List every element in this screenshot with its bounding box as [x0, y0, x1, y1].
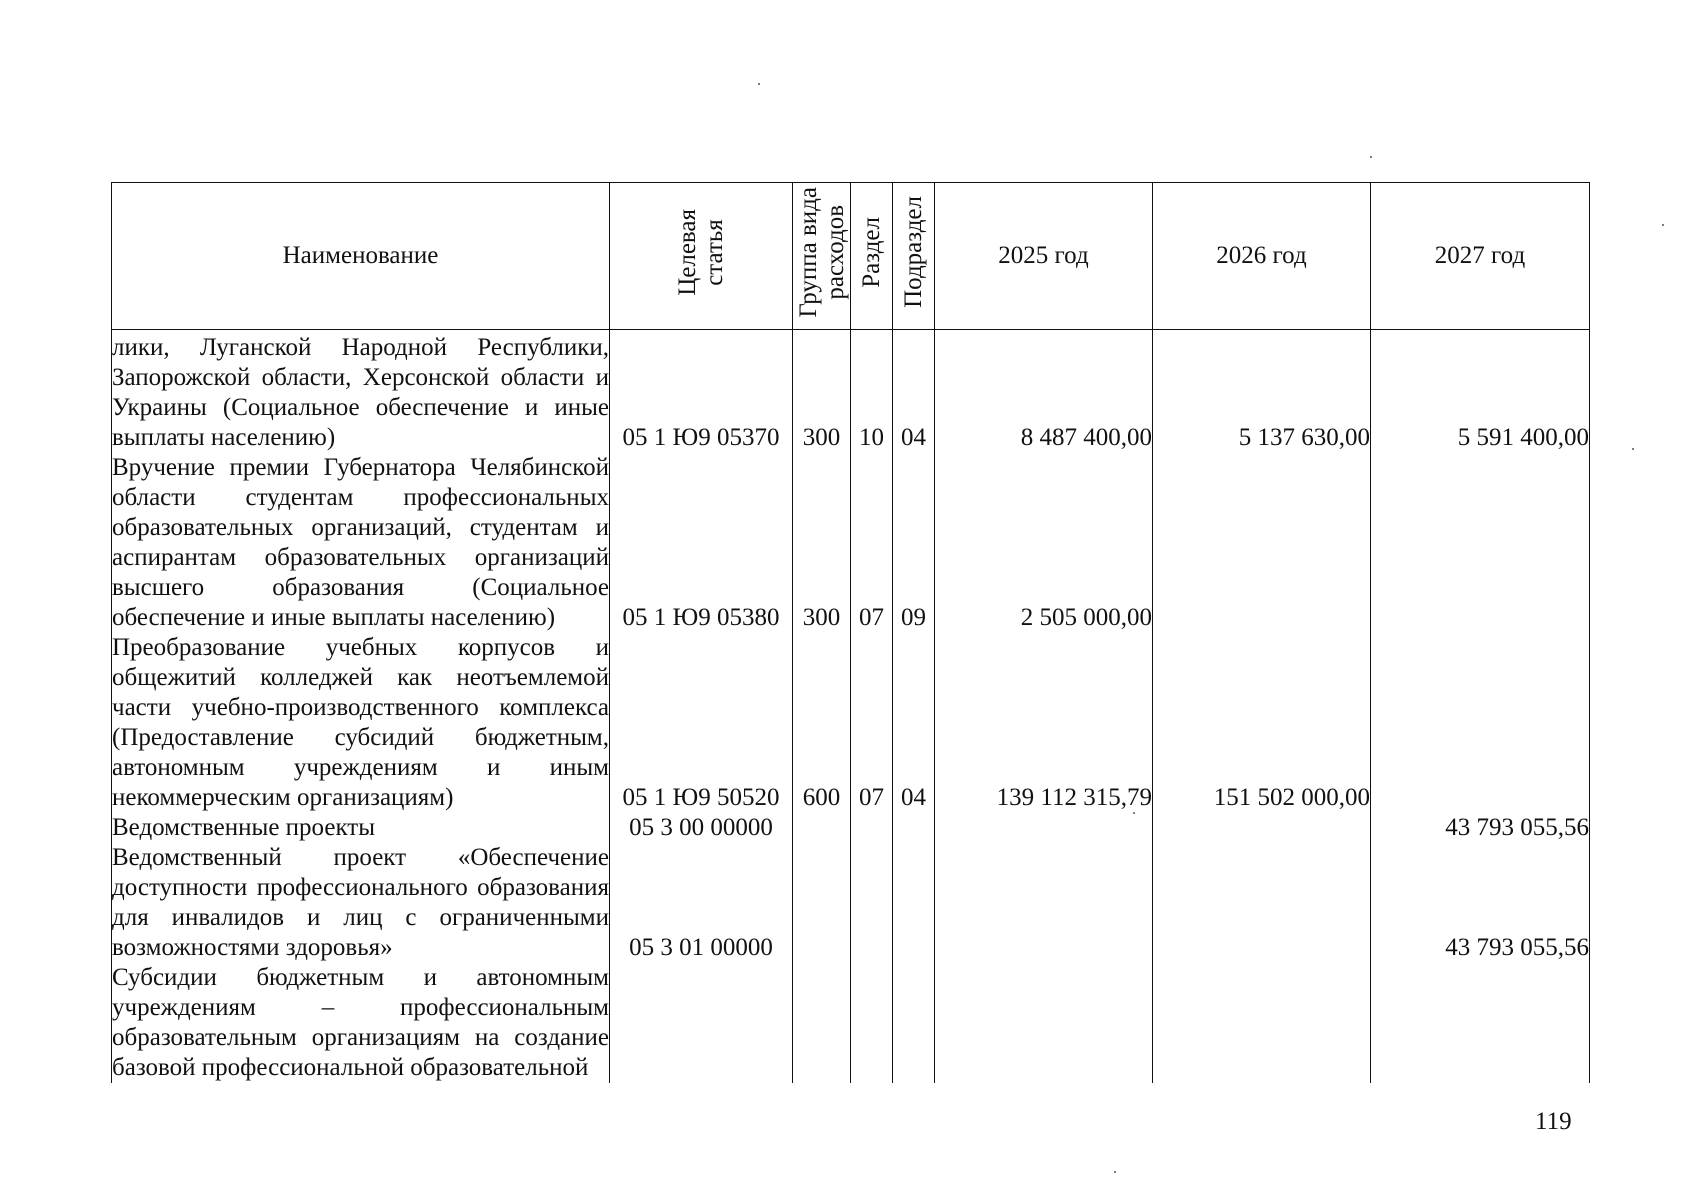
header-2026: 2026 год — [1153, 183, 1371, 330]
row-2026 — [1153, 453, 1371, 633]
row-group — [793, 813, 851, 843]
row-target: 05 1 Ю9 50520 — [610, 633, 793, 813]
table-row — [112, 843, 1590, 963]
row-section: 07 — [851, 453, 893, 633]
header-section: Раздел — [851, 183, 893, 330]
table-row — [112, 813, 1590, 843]
page-number: 119 — [1535, 1108, 1572, 1135]
row-2026: 5 137 630,00 — [1153, 330, 1371, 453]
row-target: 05 3 01 00000 — [610, 843, 793, 963]
row-target: 05 3 00 00000 — [610, 813, 793, 843]
table-header-row — [112, 183, 1590, 330]
row-target: 05 1 Ю9 05370 — [610, 330, 793, 453]
row-2025 — [935, 813, 1153, 843]
scan-speck — [1662, 224, 1664, 226]
row-group: 300 — [793, 330, 851, 453]
table-row — [112, 330, 1590, 453]
row-2025 — [935, 963, 1153, 1083]
row-name: Вручение премии Губернатора Челябинской области студентам профессиональных образовательных организаций, студентам и аспирантам образовательных организаций высшего образования (Социальное обеспечение и иные выплаты населению) — [112, 453, 609, 631]
row-group — [793, 963, 851, 1083]
row-2026 — [1153, 843, 1371, 963]
row-name: Преобразование учебных корпусов и общежитий колледжей как неотъемлемой части учебно-производственного комплекса (Предоставление субсидий бюджетным, автономным учреждениям и иным некоммерческим организациям) — [112, 633, 609, 811]
row-2027: 5 591 400,00 — [1371, 330, 1590, 453]
row-section: 07 — [851, 633, 893, 813]
scan-speck — [1133, 812, 1135, 814]
row-2025: 139 112 315,79 — [935, 633, 1153, 813]
row-group: 300 — [793, 453, 851, 633]
row-subsection: 04 — [893, 633, 935, 813]
header-expense-group: Группа вида расходов — [793, 183, 851, 330]
budget-table-container — [111, 182, 1589, 1082]
header-2027: 2027 год — [1371, 183, 1590, 330]
header-name: Наименование — [112, 183, 610, 330]
row-group: 600 — [793, 633, 851, 813]
row-name: лики, Луганской Народной Республики, Запорожской области, Херсонской области и Украины (Социальное обеспечение и иные выплаты населению) — [112, 330, 610, 453]
row-section — [851, 843, 893, 963]
scan-speck — [1370, 156, 1372, 158]
row-section — [851, 963, 893, 1083]
row-2027: 43 793 055,56 — [1371, 843, 1590, 963]
row-2026 — [1153, 813, 1371, 843]
row-subsection: 09 — [893, 453, 935, 633]
row-name: Ведомственные проекты — [112, 813, 610, 843]
row-2027 — [1371, 453, 1590, 633]
row-name: Субсидии бюджетным и автономным учреждениям – профессиональным образовательным организациям на создание базовой профессиональной образовательной — [112, 963, 609, 1081]
row-target: 05 1 Ю9 05380 — [610, 453, 793, 633]
header-2025: 2025 год — [935, 183, 1153, 330]
header-target-article: Целевая статья — [610, 183, 793, 330]
row-2027 — [1371, 633, 1590, 813]
scan-speck — [758, 83, 760, 85]
row-subsection — [893, 963, 935, 1083]
row-2025: 8 487 400,00 — [935, 330, 1153, 453]
row-2027: 43 793 055,56 — [1371, 813, 1590, 843]
scan-speck — [1114, 1171, 1116, 1173]
header-subsection: Подраздел — [893, 183, 935, 330]
row-section — [851, 813, 893, 843]
scan-speck — [1632, 448, 1634, 450]
table-row — [112, 633, 1590, 813]
row-2026 — [1153, 963, 1371, 1083]
row-subsection — [893, 843, 935, 963]
row-group — [793, 843, 851, 963]
table-row — [112, 963, 1590, 1083]
table-row — [112, 453, 1590, 633]
row-subsection — [893, 813, 935, 843]
row-2025 — [935, 843, 1153, 963]
row-subsection: 04 — [893, 330, 935, 453]
row-2025: 2 505 000,00 — [935, 453, 1153, 633]
row-name: Ведомственный проект «Обеспечение доступности профессионального образования для инвалидов и лиц с ограниченными возможностями здоровья» — [112, 843, 609, 961]
budget-table — [111, 182, 1590, 1083]
row-target — [610, 963, 793, 1083]
row-2027 — [1371, 963, 1590, 1083]
row-2026: 151 502 000,00 — [1153, 633, 1371, 813]
row-section: 10 — [851, 330, 893, 453]
